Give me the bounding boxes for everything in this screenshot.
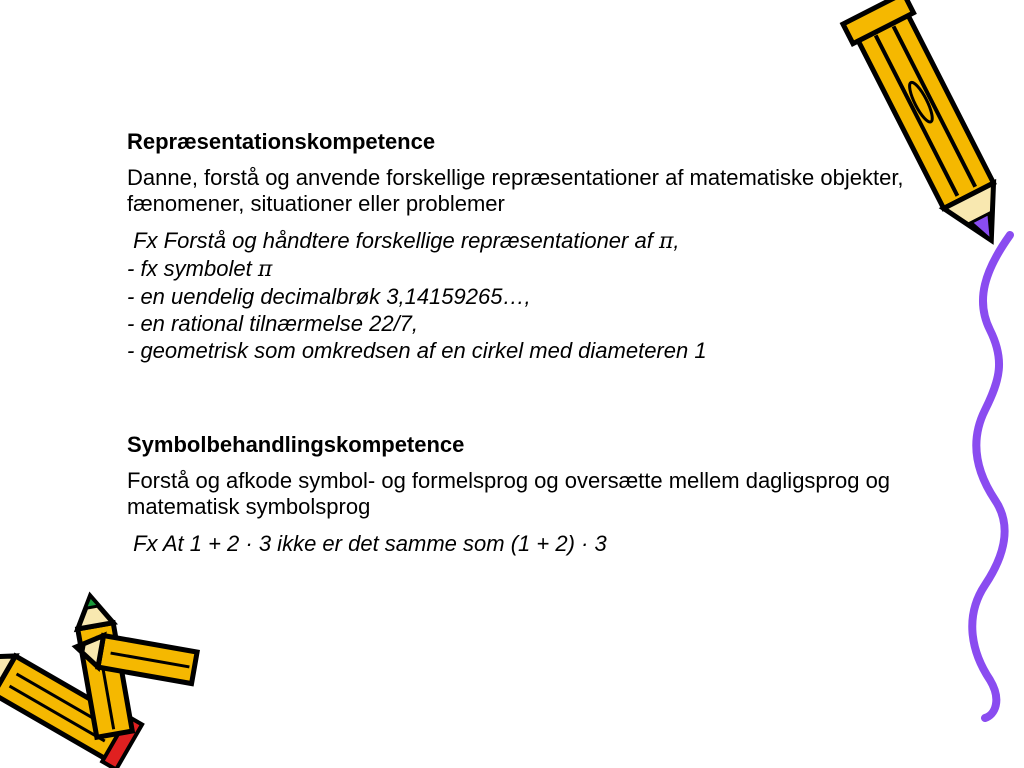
- example-block: [127, 227, 957, 364]
- example-text: Fx Forstå og håndtere forskellige repræsentationer af: [127, 228, 659, 253]
- section-description: Danne, forstå og anvende forskellige repræsentationer af matematiske objekter, fænomener, situationer eller problemer: [127, 165, 904, 216]
- example-line: Fx At 1 + 2 · 3 ikke er det samme som (1 + 2) · 3: [127, 531, 607, 556]
- example-text: ,: [673, 228, 680, 253]
- example-text: - fx symbolet: [127, 256, 258, 281]
- pi-symbol: π: [257, 257, 273, 282]
- section-heading: Repræsentationskompetence: [127, 129, 436, 154]
- example-text: - geometrisk som omkredsen af en cirkel med diameteren 1: [127, 338, 707, 363]
- section-representation: [127, 127, 957, 364]
- example-line: [127, 337, 957, 364]
- example-line: [127, 283, 957, 310]
- example-line: [127, 310, 957, 337]
- example-line: [127, 255, 957, 283]
- example-text: - en uendelig decimalbrøk 3,14159265…,: [127, 284, 531, 309]
- example-text: - en rational tilnærmelse 22/7,: [127, 311, 419, 336]
- section-heading: Symbolbehandlingskompetence: [127, 432, 465, 457]
- wavy-line-decoration: [972, 235, 1010, 718]
- section-description: Forstå og afkode symbol- og formelsprog og oversætte mellem dagligsprog og matematisk symbolsprog: [127, 468, 891, 519]
- pi-symbol: π: [658, 229, 674, 254]
- slide-content: [127, 127, 957, 557]
- example-block: [127, 530, 957, 557]
- example-line: [127, 227, 957, 255]
- section-symbol-handling: [127, 430, 957, 557]
